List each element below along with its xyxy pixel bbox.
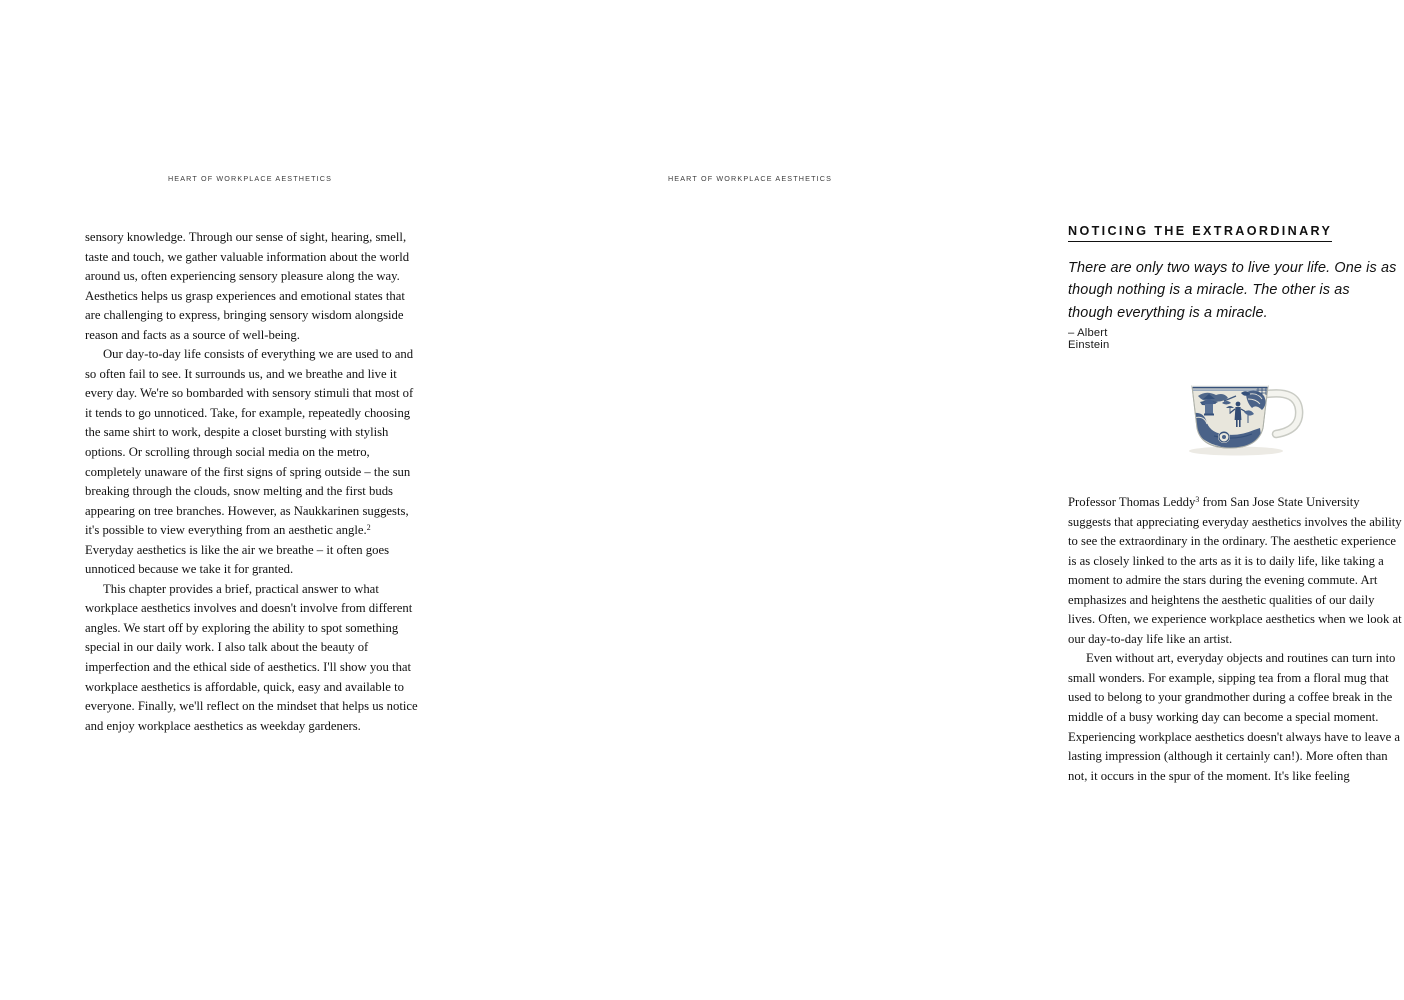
teacup-illustration: [1184, 368, 1314, 460]
pull-quote: There are only two ways to live your life. One is as though nothing is a miracle. The other is as though everything is a miracle.: [1068, 260, 1397, 321]
paragraph-3: This chapter provides a brief, practical answer to what workplace aesthetics involves and doesn't involve from different angles. We start off by exploring the ability to spot something special in our daily work. I also talk about the beauty of imperfection and the ethical side of aesthetics. I'll show you that workplace aesthetics is affordable, quick, easy and available to everyone. Finally, we'll reflect on the mindset that helps us notice and enjoy workplace aesthetics as weekday gardeners.: [85, 581, 418, 733]
running-header-left: HEART OF WORKPLACE AESTHETICS: [167, 174, 333, 183]
pull-quote-attribution: – Albert Einstein: [1068, 327, 1110, 351]
paragraph-2-text-after-note: Everyday aesthetics is like the air we breathe – it often goes unnoticed because we take it for granted.: [85, 542, 390, 577]
paragraph-4-text-after-note: from San Jose State University suggests that appreciating everyday aesthetics involves the ability to see the extraordinary in the ordinary. The aesthetic experience is as closely linked to the arts as it is to daily life, like taking a moment to admire the stars during the evening commute. Art emphasizes and heightens the aesthetic qualities of our daily lives. Often, we experience workplace aesthetics when we look at our day-to-day life like an artist.: [1068, 495, 1402, 646]
running-header-right: HEART OF WORKPLACE AESTHETICS: [667, 174, 833, 183]
paragraph-1: sensory knowledge. Through our sense of sight, hearing, smell, taste and touch, we gather valuable information about the world around us, often experiencing sensory pleasure along the way. Aesthetics helps us grasp experiences and emotional states that are challenging to express, bringing sensory wisdom alongside reason and facts as a source of well-being.: [85, 230, 410, 342]
paragraph-2-text-before-note: Our day-to-day life consists of everything we are used to and so often fail to see. It surrounds us, and we breathe and live it every day. We're so bombarded with sensory stimuli that most of it tends to go unnoticed. Take, for example, repeatedly choosing the same shirt to work, despite a closet bursting with stylish options. Or scrolling through social media on the metro, completely unaware of the first signs of spring outside – the sun breaking through the clouds, snow melting and the first buds appearing on tree branches. However, as Naukkarinen suggests, it's possible to view everything from an aesthetic angle.: [85, 347, 414, 538]
right-page-body-text: [1068, 493, 1404, 786]
paragraph-5: Even without art, everyday objects and routines can turn into small wonders. For example, sipping tea from a floral mug that used to belong to your grandmother during a coffee break in the middle of a busy working day can become a special moment. Experiencing workplace aesthetics doesn't always have to leave a lasting impression (although it certainly can!). More often than not, it occurs in the spur of the moment. It's like feeling: [1068, 651, 1401, 783]
paragraph-4: [1068, 493, 1404, 649]
left-page-body-text: [85, 228, 419, 736]
footnote-marker-2: 2: [366, 523, 371, 533]
right-page: [500, 0, 1402, 1000]
teacup-icon: [1184, 368, 1314, 460]
paragraph-2: [85, 345, 419, 580]
paragraph-4-text-before-note: Professor Thomas Leddy: [1068, 495, 1196, 509]
section-heading: NOTICING THE EXTRAORDINARY: [1068, 224, 1332, 242]
footnote-marker-3: 3: [1195, 494, 1200, 504]
left-page: [0, 0, 500, 1000]
